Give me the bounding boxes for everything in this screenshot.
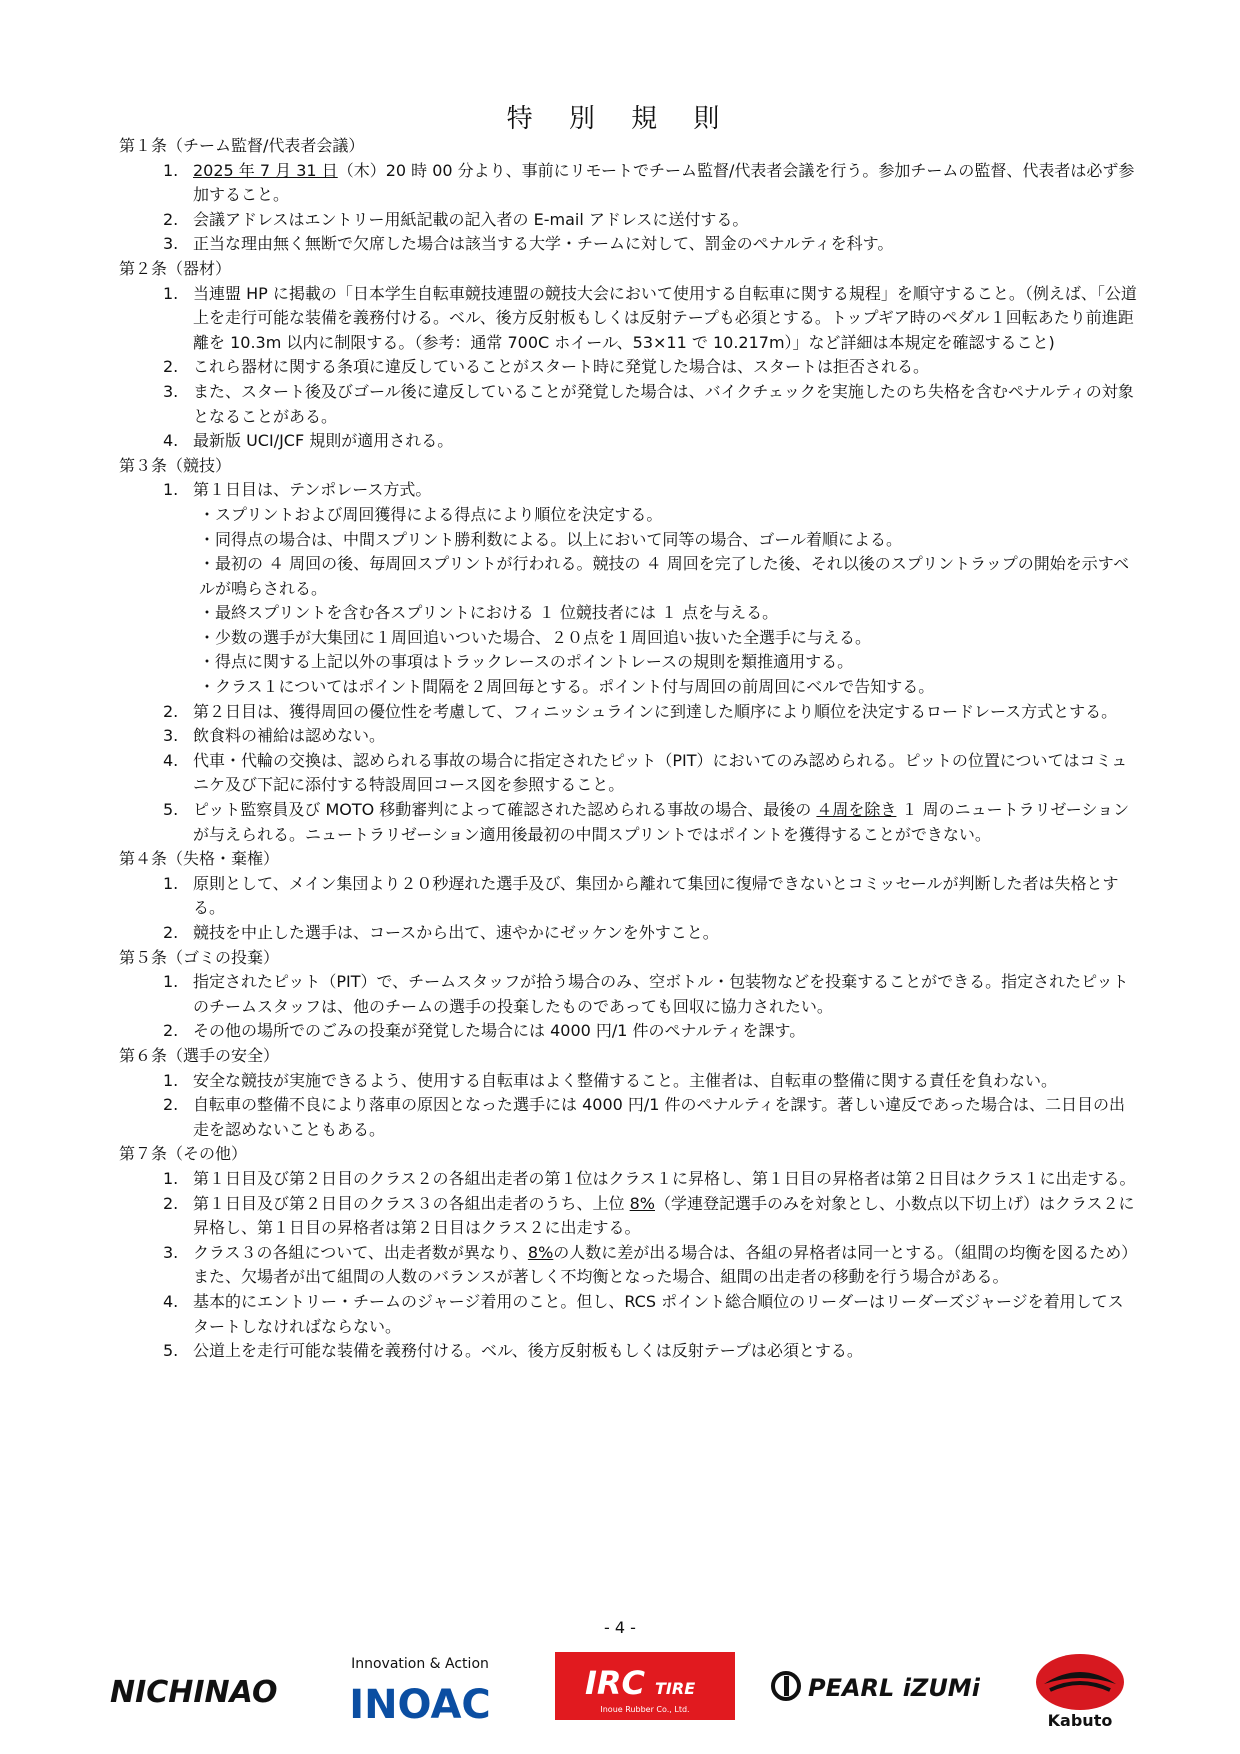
list-item [119, 355, 1139, 380]
article-items [119, 1069, 1139, 1143]
article-heading: 第６条（選手の安全） [119, 1045, 280, 1065]
sub-list-item: ・同得点の場合は、中間スプリント勝利数による。以上において同等の場合、ゴール着順による。 [199, 529, 903, 549]
item-number: 1. [163, 283, 179, 303]
page-number: - 4 - [604, 1618, 636, 1637]
article-items [119, 159, 1139, 257]
svg-text:IRC: IRC [585, 1664, 646, 1702]
item-text: 第１日目は、テンポレース方式。 [193, 480, 432, 500]
list-item [119, 970, 1139, 1019]
item-text-lead: ピット監察員及び MOTO 移動審判によって確認された認められる事故の場合、最後の [193, 800, 817, 820]
item-number: 2. [163, 1193, 179, 1213]
item-text: その他の場所でのごみの投棄が発覚した場合には 4000 円/1 件のペナルティを課す。 [193, 1021, 806, 1041]
inoac-logo [335, 1650, 505, 1730]
list-item [119, 208, 1139, 233]
item-number: 4. [163, 431, 179, 451]
item-underlined-text: 8% [527, 1242, 554, 1262]
list-item [119, 1192, 1139, 1241]
item-text-lead: クラス３の各組について、出走者数が異なり、 [193, 1242, 528, 1262]
item-text: 公道上を走行可能な装備を義務付ける。ベル、後方反射板もしくは反射テープは必須とする。 [193, 1341, 863, 1361]
item-number: 5. [163, 1341, 179, 1361]
item-number: 1. [163, 972, 179, 992]
article-heading: 第４条（失格・棄権） [119, 849, 280, 869]
item-number: 1. [163, 1168, 179, 1188]
item-text: 会議アドレスはエントリー用紙記載の記入者の E-mail アドレスに送付する。 [193, 209, 749, 229]
item-text: の人数に差が出る場合は、各組の昇格者は同一とする。（組間の均衡を図るため）また、欠場者が出て組間の人数のバランスが著しく不均衡となった場合、組間の出走者の移動を行う場合がある。 [193, 1242, 1138, 1287]
list-item [119, 921, 1139, 946]
svg-text:Kabuto: Kabuto [1047, 1711, 1113, 1730]
list-item [119, 282, 1139, 356]
item-number: 2. [163, 923, 179, 942]
item-number: 2. [163, 209, 179, 229]
item-number: 2. [163, 701, 179, 721]
list-item [119, 724, 1139, 749]
item-text: （木）20 時 00 分より、事前にリモートでチーム監督/代表者会議を行う。参加チームの監督、代表者は必ず参加すること。 [193, 160, 1135, 205]
item-text: 安全な競技が実施できるよう、使用する自転車はよく整備すること。主催者は、自転車の整備に関する責任を負わない。 [193, 1070, 1058, 1090]
item-number: 2. [163, 357, 179, 377]
item-text: これら器材に関する条項に違反していることがスタート時に発覚した場合は、スタートは拒否される。 [193, 357, 930, 377]
item-number: 4. [163, 750, 179, 770]
sub-list-item: ・得点に関する上記以外の事項はトラックレースのポイントレースの規則を類推適用する。 [199, 652, 854, 672]
svg-text:NICHINAO: NICHINAO [110, 1675, 278, 1708]
item-number: 4. [163, 1291, 179, 1311]
pearl-izumi-logo [770, 1664, 980, 1708]
item-text-lead: 第１日目及び第２日目のクラス３の各組出走者のうち、上位 [193, 1193, 630, 1213]
item-text: また、スタート後及びゴール後に違反していることが発覚した場合は、バイクチェックを実施したのち失格を含むペナルティの対象となることがある。 [193, 381, 1134, 426]
item-number: 3. [163, 726, 179, 746]
article-heading: 第５条（ゴミの投棄） [119, 947, 280, 967]
irc-tire-logo [555, 1652, 735, 1720]
article-heading: 第２条（器材） [119, 258, 232, 278]
article-items [119, 282, 1139, 454]
item-text: 飲食料の補給は認めない。 [193, 726, 386, 746]
sponsor-logos [110, 1650, 1140, 1730]
list-item [119, 1167, 1139, 1192]
item-number: 3. [163, 234, 179, 254]
item-text: 第２日目は、獲得周回の優位性を考慮して、フィニッシュラインに到達した順序により順位を決定するロードレース方式とする。 [193, 701, 1118, 721]
list-item [119, 478, 1139, 503]
article-items [119, 1167, 1139, 1364]
article-items [119, 970, 1139, 1044]
item-text: （学連登記選手のみを対象とし、小数点以下切上げ）はクラス２に昇格し、第１日目の昇格者は第２日目はクラス２に出走する。 [193, 1193, 1135, 1238]
item-number: 1. [163, 873, 179, 893]
item-text: 競技を中止した選手は、コースから出て、速やかにゼッケンを外すこと。 [193, 923, 719, 942]
item-number: 3. [163, 381, 179, 401]
article-heading: 第３条（競技） [119, 455, 232, 475]
svg-text:INOAC: INOAC [349, 1682, 491, 1728]
svg-text:Innovation & Action: Innovation & Action [351, 1656, 489, 1672]
list-item [119, 1019, 1139, 1044]
sub-list-item: ・少数の選手が大集団に１周回追いついた場合、２０点を１周回追い抜いた全選手に与える。 [199, 627, 872, 647]
list-item [119, 700, 1139, 725]
list-item [119, 1241, 1139, 1290]
item-text: 代車・代輪の交換は、認められる事故の場合に指定されたピット（PIT）においてのみ認められる。ピットの位置についてはコミュニケ及び下記に添付する特設周回コース図を参照すること。 [193, 750, 1128, 795]
list-item [119, 872, 1139, 921]
item-number: 1. [163, 160, 179, 180]
article-heading: 第７条（その他） [119, 1144, 248, 1164]
item-text: 当連盟 HP に掲載の「日本学生自転車競技連盟の競技大会において使用する自転車に関する規程」を順守すること。（例えば、「公道上を走行可能な装備を義務付ける。ベル、後方反射板もしくは反射テープも必須とする。トップギア時のペダル１回転あたり前進距離を 10.3m 以内に制限する。（参考：通常 700C ホイール、53×11 で 10.217m）」など詳細は本規定を確認すること) [193, 283, 1137, 352]
item-text: 第１日目及び第２日目のクラス２の各組出走者の第１位はクラス１に昇格し、第１日目の昇格者は第２日目はクラス１に出走する。 [193, 1168, 1136, 1188]
regulations-body [119, 134, 1139, 1364]
item-number: 2. [163, 1095, 179, 1115]
item-text: 自転車の整備不良により落車の原因となった選手には 4000 円/1 件のペナルティを課す。著しい違反であった場合は、二日目の出走を認めないこともある。 [193, 1095, 1126, 1139]
item-text: １ 周のニュートラリゼーションが与えられる。ニュートラリゼーション適用後最初の中間スプリントではポイントを獲得することができない。 [193, 800, 1130, 844]
list-item [119, 749, 1139, 798]
article-heading: 第１条（チーム監督/代表者会議） [119, 136, 365, 155]
svg-text:PEARL iZUMi: PEARL iZUMi [808, 1674, 980, 1702]
item-number: 2. [163, 1021, 179, 1041]
sub-list-item: ・最終スプリントを含む各スプリントにおける １ 位競技者には １ 点を与える。 [199, 603, 779, 623]
item-underlined-text: ４周を除き [816, 800, 897, 820]
sub-items [119, 503, 1139, 700]
item-text: 指定されたピット（PIT）で、チームスタッフが拾う場合のみ、空ボトル・包装物などを投棄することができる。指定されたピットのチームスタッフは、他のチームの選手の投棄したものであっても回収に協力されたい。 [193, 972, 1129, 1016]
item-text: 正当な理由無く無断で欠席した場合は該当する大学・チームに対して、罰金のペナルティを科す。 [193, 234, 894, 254]
sub-list-item: ・スプリントおよび周回獲得による得点により順位を決定する。 [199, 504, 663, 524]
list-item [119, 232, 1139, 257]
list-item [119, 1069, 1139, 1094]
item-underlined-text: 2025 年 7 月 31 日 [193, 160, 338, 180]
page-title: 特 別 規 則 [506, 104, 734, 134]
item-number: 5. [163, 800, 179, 820]
list-item [119, 798, 1139, 847]
item-text: 原則として、メイン集団より２０秒遅れた選手及び、集団から離れて集団に復帰できないとコミッセールが判断した者は失格とする。 [193, 873, 1119, 918]
list-item [119, 380, 1139, 429]
nichinao-logo [110, 1672, 280, 1708]
list-item [119, 1339, 1139, 1364]
item-text: 最新版 UCI/JCF 規則が適用される。 [193, 431, 454, 451]
list-item [119, 1290, 1139, 1339]
list-item [119, 159, 1139, 208]
item-underlined-text: 8% [629, 1193, 655, 1213]
list-item [119, 1093, 1139, 1142]
svg-text:TIRE: TIRE [655, 1679, 696, 1698]
article-items [119, 478, 1139, 847]
article-items [119, 872, 1139, 946]
kabuto-logo [1020, 1650, 1140, 1730]
item-number: 3. [163, 1242, 179, 1262]
item-text: 基本的にエントリー・チームのジャージ着用のこと。但し、RCS ポイント総合順位のリーダーはリーダーズジャージを着用してスタートしなければならない。 [193, 1291, 1124, 1336]
sub-list-item: ・クラス１についてはポイント間隔を２周回毎とする。ポイント付与周回の前周回にベルで告知する。 [199, 677, 935, 697]
item-number: 1. [163, 1070, 179, 1090]
sub-list-item: ・最初の ４ 周回の後、毎周回スプリントが行われる。競技の ４ 周回を完了した後、それ以後のスプリントラップの開始を示すベルが鳴らされる。 [199, 554, 1130, 598]
item-number: 1. [163, 480, 179, 500]
list-item [119, 429, 1139, 454]
svg-text:Inoue Rubber Co., Ltd.: Inoue Rubber Co., Ltd. [600, 1705, 690, 1714]
